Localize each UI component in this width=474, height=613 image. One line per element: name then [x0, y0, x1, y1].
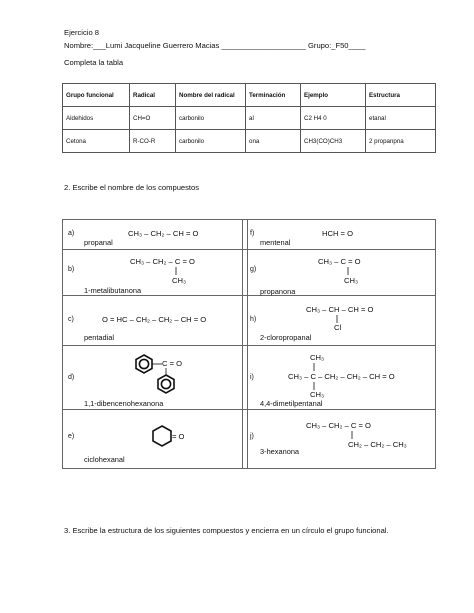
grid-divider	[62, 219, 63, 468]
table-cell: Cetona	[63, 130, 130, 153]
functional-groups-table	[62, 83, 436, 153]
grid-divider	[62, 345, 436, 346]
answer-i: 4,4-dimetilpentanal	[260, 399, 323, 408]
formula-j-main: CH₃ – CH₂ – C = O	[306, 421, 371, 430]
answer-d: 1,1-dibencenohexanona	[84, 399, 164, 408]
grid-divider	[62, 295, 436, 296]
bond-j	[62, 219, 63, 220]
table-cell: etanal	[366, 107, 436, 130]
exercise-letter-d: d)	[68, 374, 75, 381]
formula-h-main: CH₃ – CH – CH = O	[306, 305, 374, 314]
exercise-letter-j: j)	[250, 433, 254, 440]
formula-h-sub: Cl	[334, 323, 342, 332]
table-row	[63, 107, 436, 130]
table-instruction: Completa la tabla	[64, 58, 124, 67]
table-cell: Aldehidos	[63, 107, 130, 130]
col-header: Ejemplo	[301, 84, 366, 107]
answer-b: 1-metalibutanona	[84, 286, 142, 295]
table-cell: al	[246, 107, 301, 130]
answer-e: ciclohexanal	[84, 455, 125, 464]
table-cell: carbonilo	[176, 107, 246, 130]
grid-divider	[62, 409, 436, 410]
exercise-letter-b: b)	[68, 266, 75, 273]
exercise-title: Ejercicio 8	[64, 28, 100, 37]
formula-a: CH₃ – CH₂ – CH = O	[128, 229, 199, 238]
col-header: Nombre del radical	[176, 84, 246, 107]
col-header: Radical	[130, 84, 176, 107]
exercise-letter-c: c)	[68, 316, 74, 323]
grid-divider	[247, 219, 248, 468]
col-header: Estructura	[366, 84, 436, 107]
table-header-row	[63, 84, 436, 107]
table-cell: CH=O	[130, 107, 176, 130]
student-name-line: Nombre:___Lumi Jacqueline Guerrero Macias ____________________ Grupo:_F50____	[64, 41, 366, 50]
formula-d: C = O	[162, 359, 183, 368]
exercise-letter-f: f)	[250, 230, 255, 237]
col-header: Grupo funcional	[63, 84, 130, 107]
grid-divider	[62, 468, 436, 469]
table-cell: 2 propanpna	[366, 130, 436, 153]
answer-c: pentadial	[84, 333, 114, 342]
answer-j: 3-hexanona	[260, 447, 300, 456]
grid-divider	[435, 219, 436, 468]
exercise-letter-a: a)	[68, 230, 75, 237]
section-2-title: 2. Escribe el nombre de los compuestos	[64, 183, 200, 192]
formula-i-main: CH₃ – C – CH₂ – CH₂ – CH = O	[288, 372, 395, 381]
table-cell: C2 H4 0	[301, 107, 366, 130]
formula-g-main: CH₃ – C = O	[318, 257, 361, 266]
exercise-letter-i: i)	[250, 374, 254, 381]
table-cell: CH3(CO)CH3	[301, 130, 366, 153]
exercise-letter-h: h)	[250, 316, 257, 323]
col-header: Terminación	[246, 84, 301, 107]
formula-i-top: CH₃	[310, 353, 325, 362]
answer-f: mentenal	[260, 238, 291, 247]
grid-divider	[242, 219, 243, 468]
formula-i-sub: CH₃	[310, 390, 325, 399]
formula-g-sub: CH₃	[344, 276, 359, 285]
section-3-instruction: 3. Escribe la estructura de los siguientes compuestos y encierra en un círculo el grupo funcional.	[64, 526, 389, 535]
answer-g: propanona	[260, 287, 296, 296]
grid-divider	[62, 249, 436, 250]
formula-j-sub: CH₂ – CH₂ – CH₃	[348, 440, 407, 449]
formula-b-sub: CH₃	[172, 276, 187, 285]
exercise-grid	[62, 219, 436, 469]
formula-c: O = HC – CH₂ – CH₂ – CH = O	[102, 315, 207, 324]
exercise-letter-g: g)	[250, 266, 257, 273]
table-cell: R-CO-R	[130, 130, 176, 153]
answer-h: 2-cloropropanal	[260, 333, 312, 342]
answer-a: propanal	[84, 238, 113, 247]
table-cell: ona	[246, 130, 301, 153]
grid-divider	[62, 219, 436, 220]
table-row	[63, 130, 436, 153]
formula-b-main: CH₃ – CH₂ – C = O	[130, 257, 195, 266]
formula-e: = O	[172, 432, 185, 441]
formula-f: HCH = O	[322, 229, 354, 238]
table-cell: carbonilo	[176, 130, 246, 153]
exercise-letter-e: e)	[68, 433, 75, 440]
